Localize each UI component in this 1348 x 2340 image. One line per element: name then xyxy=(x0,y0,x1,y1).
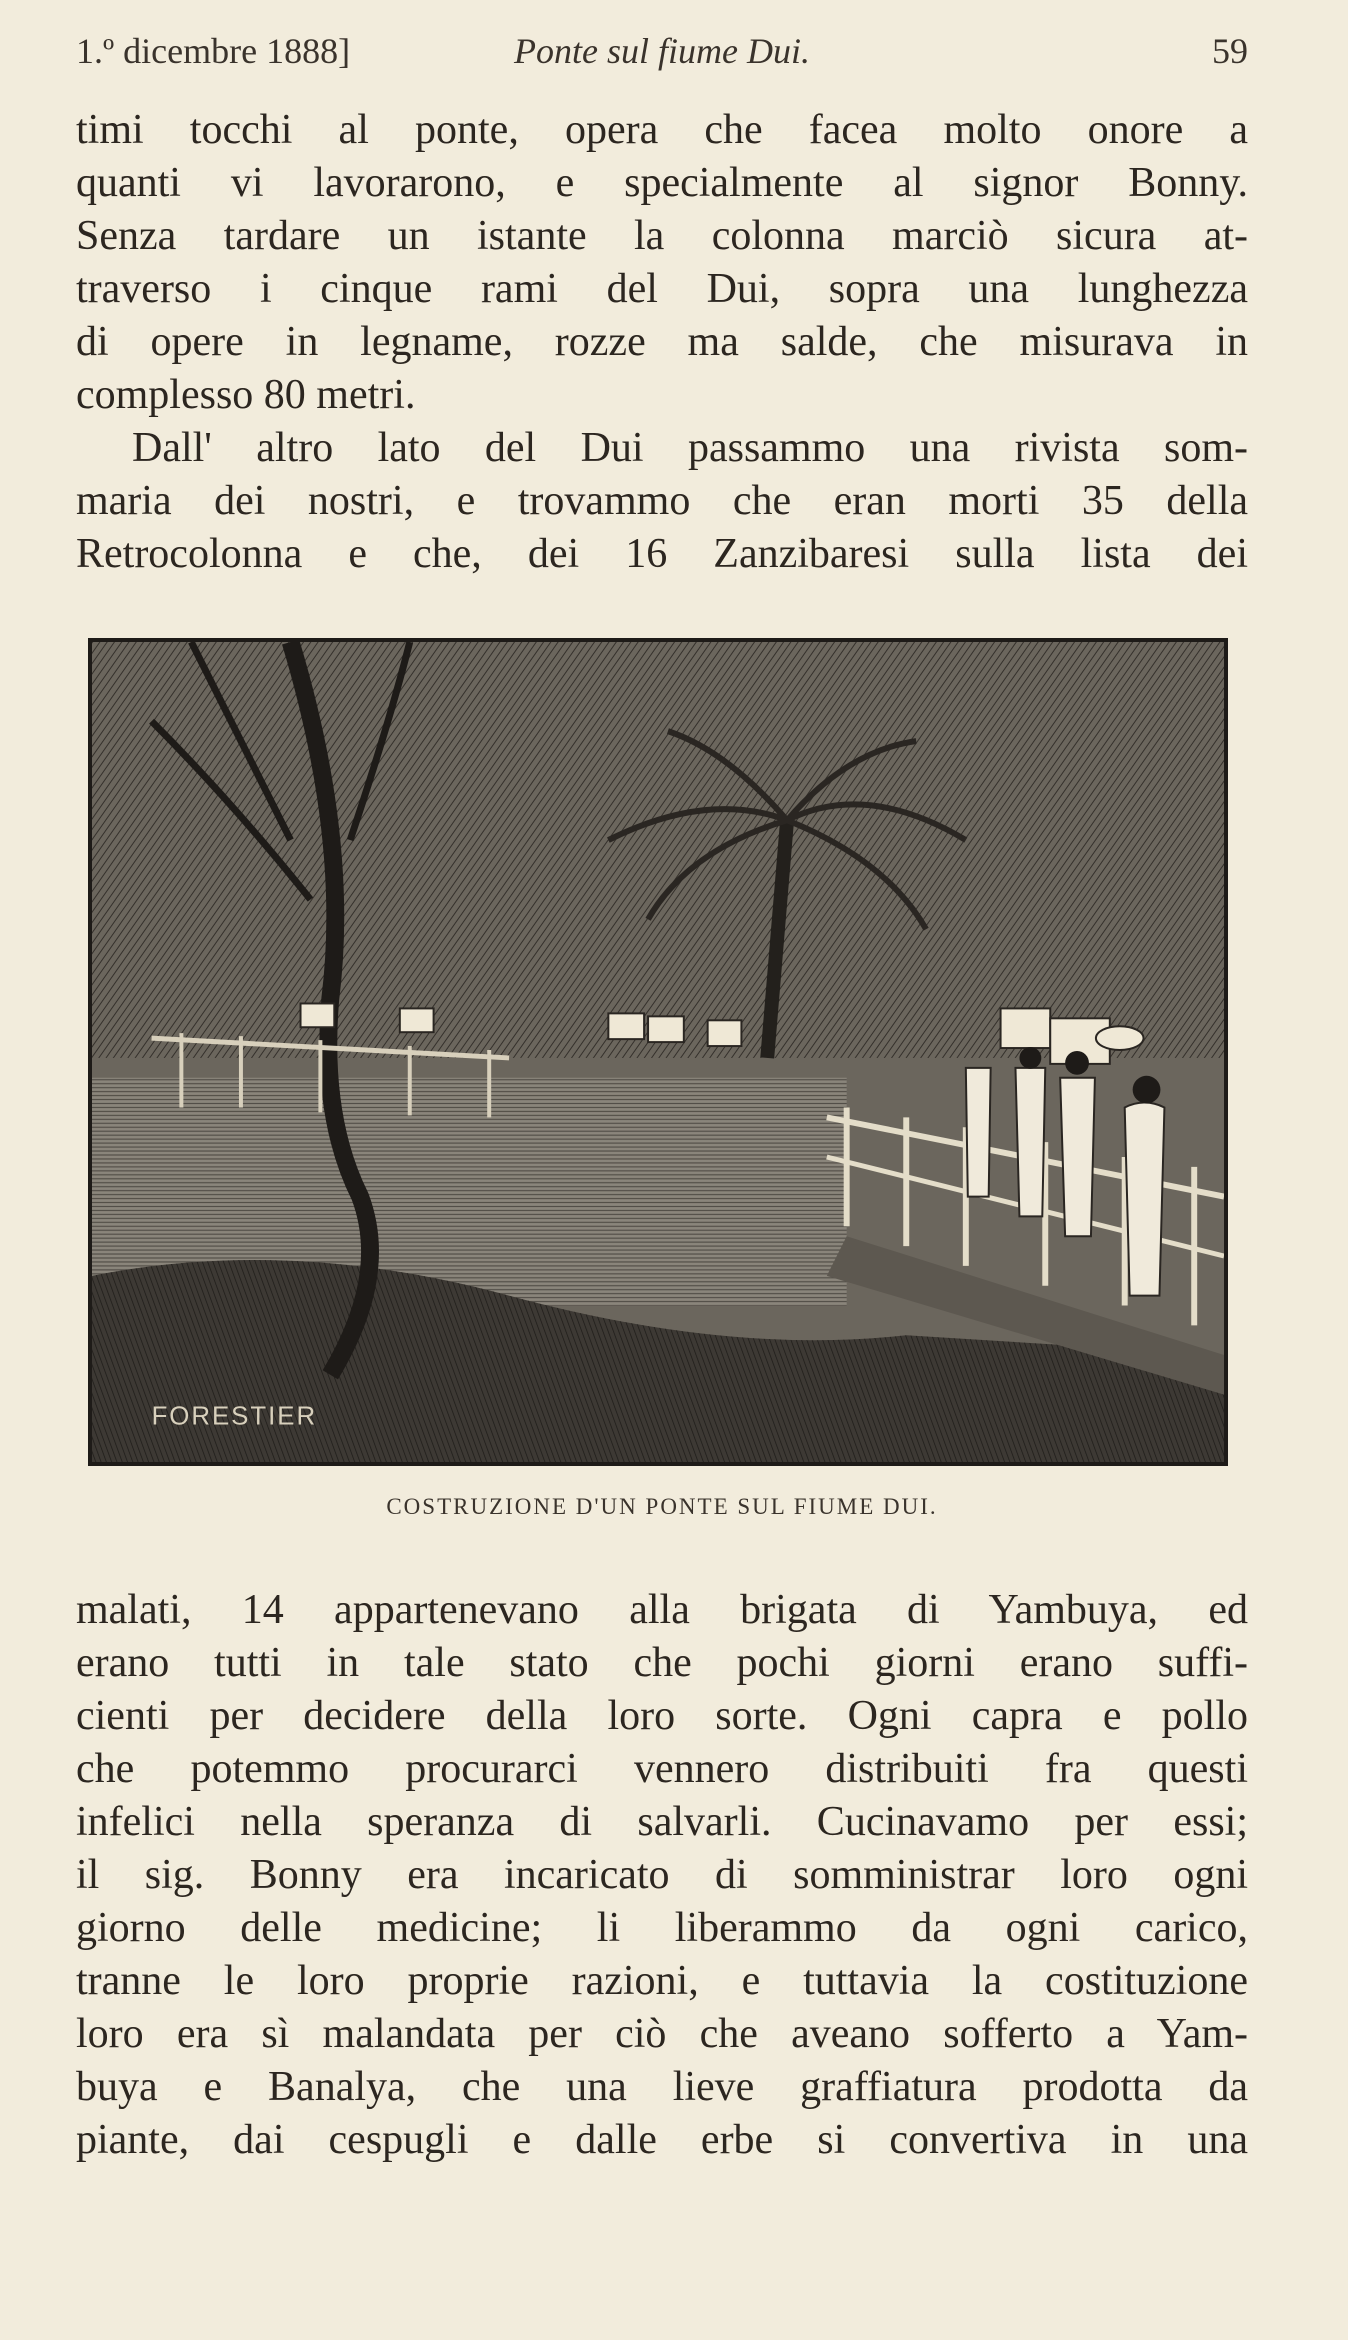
text-line: traverso i cinque rami del Dui, sopra una lunghezza xyxy=(76,266,1248,312)
artist-signature: FORESTIER xyxy=(151,1402,318,1431)
page-number: 59 xyxy=(1212,31,1248,71)
text-line: infelici nella speranza di salvarli. Cucinavamo per essi; xyxy=(76,1799,1248,1845)
text-line: loro era sì malandata per ciò che aveano sofferto a Yam- xyxy=(76,2011,1248,2057)
text-line: erano tutti in tale stato che pochi giorni erano suffi- xyxy=(76,1640,1248,1686)
engraving-drawing xyxy=(92,642,1224,1462)
text-line: che potemmo procurarci vennero distribuiti fra questi xyxy=(76,1746,1248,1792)
text-line: Senza tardare un istante la colonna marciò sicura at- xyxy=(76,213,1248,259)
text-line: buya e Banalya, che una lieve graffiatura prodotta da xyxy=(76,2064,1248,2110)
text-line: malati, 14 appartenevano alla brigata di Yambuya, ed xyxy=(76,1587,1248,1633)
text-line: tranne le loro proprie razioni, e tuttavia la costituzione xyxy=(76,1958,1248,2004)
header-date: 1.º dicembre 1888] xyxy=(76,31,351,71)
top-text-block xyxy=(76,104,1248,581)
text-line: cienti per decidere della loro sorte. Ogni capra e pollo xyxy=(76,1693,1248,1739)
figure-caption: COSTRUZIONE D'UN PONTE SUL FIUME DUI. xyxy=(386,1494,938,1519)
running-header xyxy=(76,30,1248,80)
text-line: di opere in legname, rozze ma salde, che misurava in xyxy=(76,319,1248,365)
text-line: Retrocolonna e che, dei 16 Zanzibaresi sulla lista dei xyxy=(76,531,1248,577)
text-line: complesso 80 metri. xyxy=(76,372,416,418)
text-line: Dall' altro lato del Dui passammo una rivista som- xyxy=(132,425,1248,471)
engraving-illustration xyxy=(88,638,1228,1466)
text-line: maria dei nostri, e trovammo che eran morti 35 della xyxy=(76,478,1248,524)
text-line: il sig. Bonny era incaricato di somministrar loro ogni xyxy=(76,1852,1248,1898)
text-line: piante, dai cespugli e dalle erbe si convertiva in una xyxy=(76,2117,1248,2163)
header-title: Ponte sul fiume Dui. xyxy=(514,31,810,71)
text-line: quanti vi lavorarono, e specialmente al signor Bonny. xyxy=(76,160,1248,206)
text-line: timi tocchi al ponte, opera che facea molto onore a xyxy=(76,107,1248,153)
bottom-text-block xyxy=(76,1584,1248,2167)
text-line: giorno delle medicine; li liberammo da ogni carico, xyxy=(76,1905,1248,1951)
